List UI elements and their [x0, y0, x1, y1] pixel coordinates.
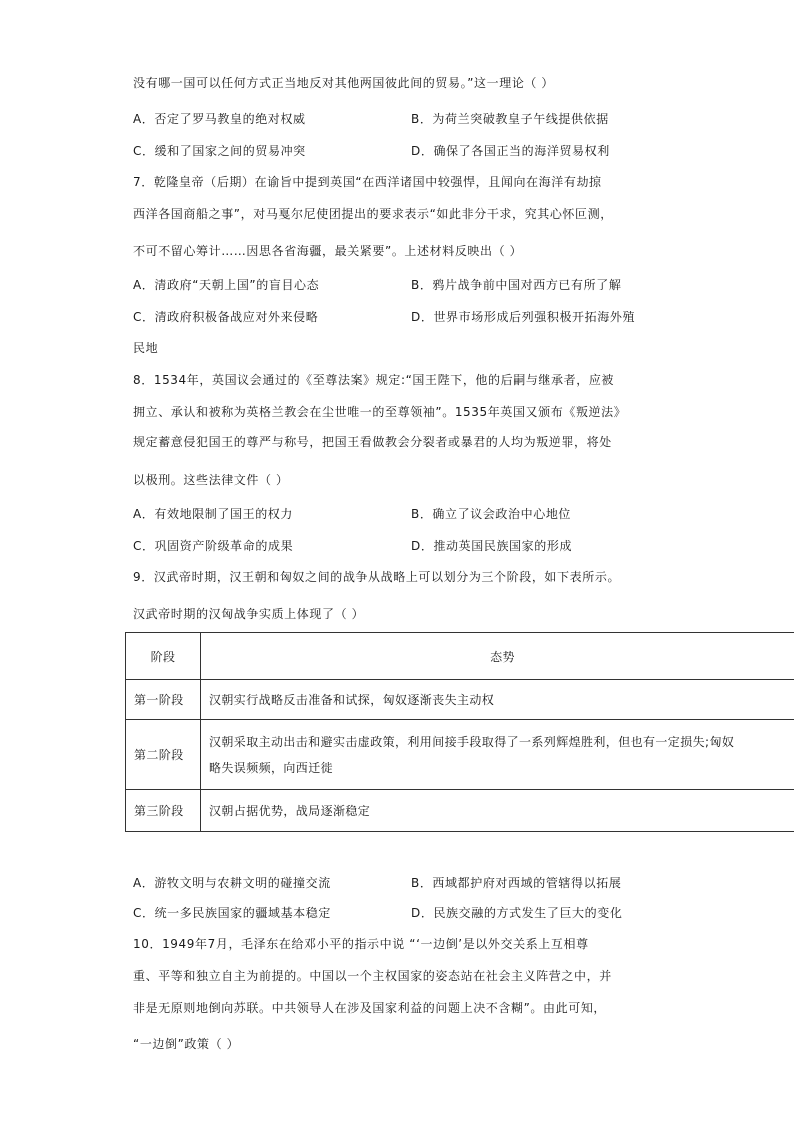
q8-stem-line-4: 以极刑。这些法律文件（ ）: [133, 473, 289, 487]
q7-option-c[interactable]: C．清政府积极备战应对外来侵略: [133, 310, 319, 324]
q10-stem-line-3: 非是无原则地倒向苏联。中共领导人在涉及国家利益的问题上决不含糊”。由此可知，: [133, 1001, 607, 1015]
q8-option-c[interactable]: C．巩固资产阶级革命的成果: [133, 539, 294, 553]
q9-phase-table: [125, 632, 794, 832]
situation-text: 汉朝采取主动出击和避实击虚政策，利用间接手段取得了一系列辉煌胜利，但也有一定损失;匈奴: [209, 734, 735, 749]
q7-stem-line-2: 西洋各国商船之事”，对马戛尔尼使团提出的要求表示“如此非分干求，究其心怀叵测，: [133, 207, 613, 221]
q6-option-a[interactable]: A．否定了罗马教皇的绝对权威: [133, 112, 306, 126]
q8-option-d[interactable]: D．推动英国民族国家的形成: [411, 539, 573, 553]
q9-stem-line-1: 9．汉武帝时期，汉王朝和匈奴之间的战争从战略上可以划分为三个阶段，如下表所示。: [133, 570, 621, 584]
q6-option-c[interactable]: C．缓和了国家之间的贸易冲突: [133, 144, 306, 158]
q8-stem-line-2: 拥立、承认和被称为英格兰教会在尘世唯一的至尊领袖”。1535年英国又颁布《叛逆法》: [133, 405, 627, 419]
q6-stem-end: 没有哪一国可以任何方式正当地反对其他两国彼此间的贸易。”这一理论（ ）: [133, 76, 555, 90]
q9-option-d[interactable]: D．民族交融的方式发生了巨大的变化: [411, 906, 623, 920]
situation-text: 汉朝实行战略反击准备和试探，匈奴逐渐丧失主动权: [209, 692, 495, 707]
q7-option-a[interactable]: A．清政府“天朝上国”的盲目心态: [133, 278, 320, 292]
q10-stem-line-1: 10．1949年7月，毛泽东在给邓小平的指示中说 “‘一边倒’是以外交关系上互相尊: [133, 937, 589, 951]
situation-cell: [201, 680, 794, 720]
q7-stem-line-1: 7．乾隆皇帝（后期）在谕旨中提到英国“在西洋诸国中较强悍，且闻向在海洋有劫掠: [133, 175, 602, 189]
table-row: [126, 680, 794, 720]
situation-text: 汉朝占据优势，战局逐渐稳定: [209, 803, 371, 818]
q10-stem-line-4: “一边倒”政策（ ）: [133, 1037, 240, 1051]
phase-cell: 第一阶段: [126, 680, 201, 720]
table-row: [126, 790, 794, 832]
q9-stem-line-2: 汉武帝时期的汉匈战争实质上体现了（ ）: [133, 607, 365, 621]
situation-text: 略失误频频，向西迁徙: [209, 760, 334, 775]
table-header-row: [126, 633, 794, 680]
q7-stem-line-3: 不可不留心筹计……因思各省海疆，最关紧要”。上述材料反映出（ ）: [133, 244, 523, 258]
q10-stem-line-2: 重、平等和独立自主为前提的。中国以一个主权国家的姿态站在社会主义阵营之中，并: [133, 969, 612, 983]
phase-cell: 第三阶段: [126, 790, 201, 832]
q7-option-d[interactable]: D．世界市场形成后列强积极开拓海外殖: [411, 310, 636, 324]
phase-cell: 第二阶段: [126, 720, 201, 790]
table-row: [126, 720, 794, 790]
q8-stem-line-3: 规定蓄意侵犯国王的尊严与称号，把国王看做教会分裂者或暴君的人均为叛逆罪，将处: [133, 435, 612, 449]
situation-cell: [201, 720, 794, 790]
q6-option-d[interactable]: D．确保了各国正当的海洋贸易权利: [411, 144, 610, 158]
situation-cell: [201, 790, 794, 832]
q7-option-d-continued: 民地: [133, 341, 159, 355]
q6-option-b[interactable]: B．为荷兰突破教皇子午线提供依据: [411, 112, 609, 126]
q9-option-b[interactable]: B．西域都护府对西域的管辖得以拓展: [411, 876, 622, 890]
q9-option-a[interactable]: A．游牧文明与农耕文明的碰撞交流: [133, 876, 331, 890]
q9-option-c[interactable]: C．统一多民族国家的疆域基本稳定: [133, 906, 331, 920]
header-situation: 态势: [201, 633, 794, 680]
q8-stem-line-1: 8．1534年，英国议会通过的《至尊法案》规定:“国王陛下，他的后嗣与继承者，应被: [133, 373, 615, 387]
header-phase: 阶段: [126, 633, 201, 680]
q8-option-b[interactable]: B．确立了议会政治中心地位: [411, 507, 572, 521]
q8-option-a[interactable]: A．有效地限制了国王的权力: [133, 507, 294, 521]
q7-option-b[interactable]: B．鸦片战争前中国对西方已有所了解: [411, 278, 622, 292]
